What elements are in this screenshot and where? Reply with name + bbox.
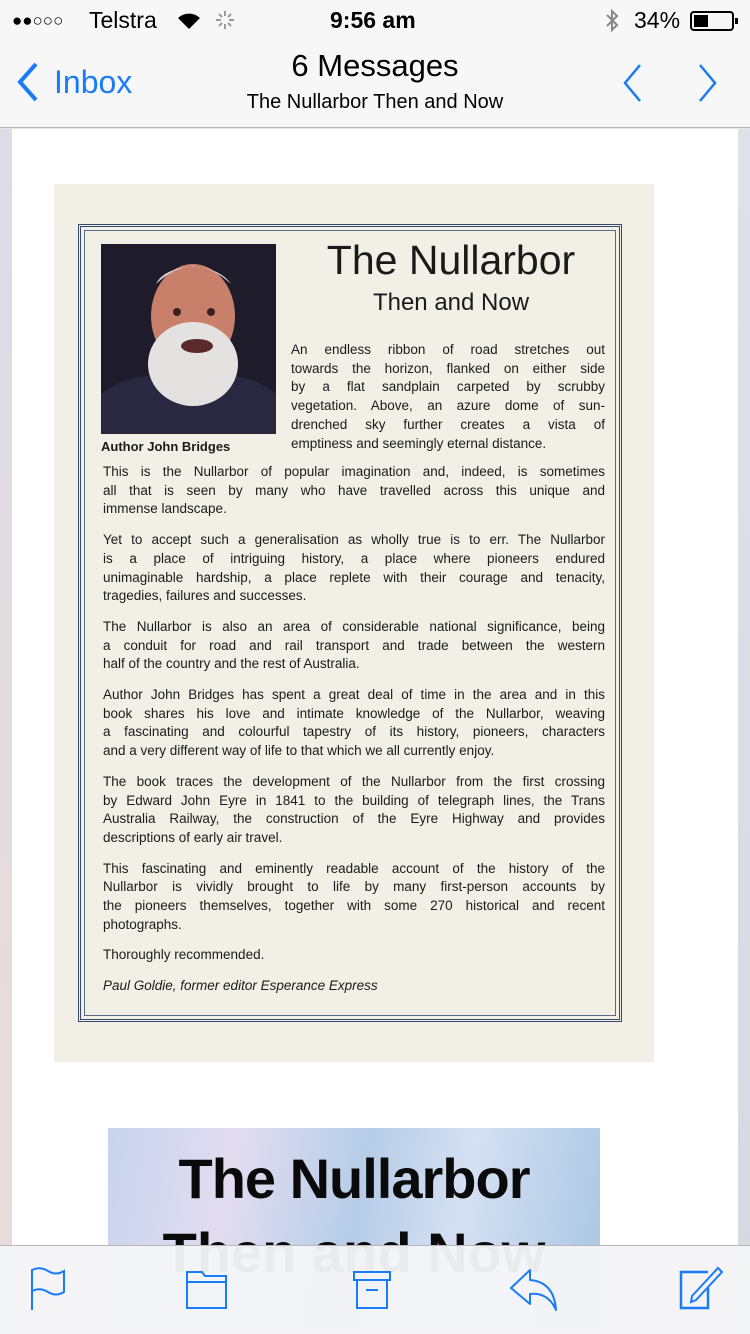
text-line: Yet to accept such a generalisation as wholly true is to err. The Nullarbor <box>103 532 605 548</box>
text-line: emptiness and seemingly eternal distance. <box>291 435 547 451</box>
bottom-toolbar <box>0 1245 750 1334</box>
text-line: is a place of intriguing history, a place where pioneers endured <box>103 550 605 566</box>
text-line: a conduit for road and rail transport and trade between the western <box>103 637 605 653</box>
text-line: towards the horizon, flanked on either side <box>291 360 605 376</box>
text-line: the pioneers themselves, together with some 270 historical and recent <box>103 898 605 914</box>
next-message-button[interactable] <box>694 62 720 104</box>
review-paragraph <box>103 618 605 674</box>
review-paragraph <box>103 531 605 606</box>
review-paragraph <box>103 773 605 848</box>
archive-icon[interactable] <box>352 1266 392 1312</box>
text-line: immense landscape. <box>103 501 227 517</box>
left-edge <box>0 129 12 1334</box>
text-line: all that is seen by many who have travelled across this unique and <box>103 482 605 498</box>
folder-icon[interactable] <box>184 1266 230 1312</box>
photo-caption: Author John Bridges <box>101 439 231 454</box>
activity-spinner-icon <box>214 9 236 31</box>
review-body <box>103 463 605 1008</box>
review-paragraph <box>103 860 605 935</box>
status-bar <box>0 0 750 40</box>
text-line: Thoroughly recommended. <box>103 947 265 963</box>
text-line: The book traces the development of the Nullarbor from the first crossing <box>103 773 605 789</box>
text-line: by a flat sandplain carpeted by scrubby <box>291 379 605 395</box>
intro-paragraph <box>291 341 605 453</box>
text-line: descriptions of early air travel. <box>103 829 283 845</box>
text-line: vegetation. Above, an azure dome of sun- <box>291 398 605 414</box>
battery-icon <box>690 11 740 31</box>
signal-strength: ●●○○○ <box>12 11 64 30</box>
right-edge <box>738 129 750 1334</box>
reviewer-signature <box>103 977 605 996</box>
book-review-image <box>54 184 654 1062</box>
text-line: unimaginable hardship, a place replete with their courage and tenacity, <box>103 569 605 585</box>
bluetooth-icon <box>604 8 620 34</box>
text-line: An endless ribbon of road stretches out <box>291 342 605 357</box>
book-subtitle: Then and Now <box>372 289 530 316</box>
text-line: Australia Railway, the construction of the Eyre Highway and provides <box>103 811 605 827</box>
text-line: Author John Bridges has spent a great deal of time in the area and in this <box>103 687 605 703</box>
review-paragraph <box>103 686 605 761</box>
compose-icon[interactable] <box>678 1262 728 1312</box>
flag-icon[interactable] <box>28 1266 68 1312</box>
book-title: The Nullarbor <box>326 237 576 283</box>
text-line: half of the country and the rest of Australia. <box>103 656 360 672</box>
text-line: drenched sky further creates a vista of <box>291 416 605 432</box>
text-line: Nullarbor is vividly brought to life by many first-person accounts by <box>103 879 605 895</box>
text-line: photographs. <box>103 916 182 932</box>
battery-percent: 34% <box>634 7 681 33</box>
review-paragraph <box>103 463 605 519</box>
text-line: This is the Nullarbor of popular imagination and, indeed, is sometimes <box>103 464 605 479</box>
thread-subject: The Nullarbor Then and Now <box>246 91 504 113</box>
wifi-icon <box>176 10 202 30</box>
author-photo <box>101 244 276 434</box>
document-frame <box>78 224 622 1022</box>
message-body[interactable] <box>12 129 738 1245</box>
reply-icon[interactable] <box>508 1266 560 1312</box>
text-line: and a very different way of life to that which we all currently enjoy. <box>103 743 495 759</box>
text-line: The Nullarbor is also an area of considerable national significance, being <box>103 618 605 634</box>
text-line: tragedies, failures and successes. <box>103 588 307 604</box>
cover-title: The Nullarbor <box>178 1147 530 1210</box>
text-line: book shares his love and intimate knowledge of the Nullarbor, weaving <box>103 705 605 721</box>
message-count-title: 6 Messages <box>291 48 459 83</box>
previous-message-button[interactable] <box>620 62 646 104</box>
review-paragraph <box>103 946 605 965</box>
navigation-bar <box>0 40 750 128</box>
signature-text: Paul Goldie, former editor Esperance Express <box>103 978 378 994</box>
text-line: by Edward John Eyre in 1841 to the building of telegraph lines, the Trans <box>103 792 605 808</box>
carrier: Telstra <box>89 7 157 33</box>
text-line: a fascinating and colourful tapestry of its history, pioneers, characters <box>103 724 605 740</box>
text-line: This fascinating and eminently readable account of the history of the <box>103 860 605 876</box>
back-label: Inbox <box>54 63 133 100</box>
clock: 9:56 am <box>330 7 416 33</box>
